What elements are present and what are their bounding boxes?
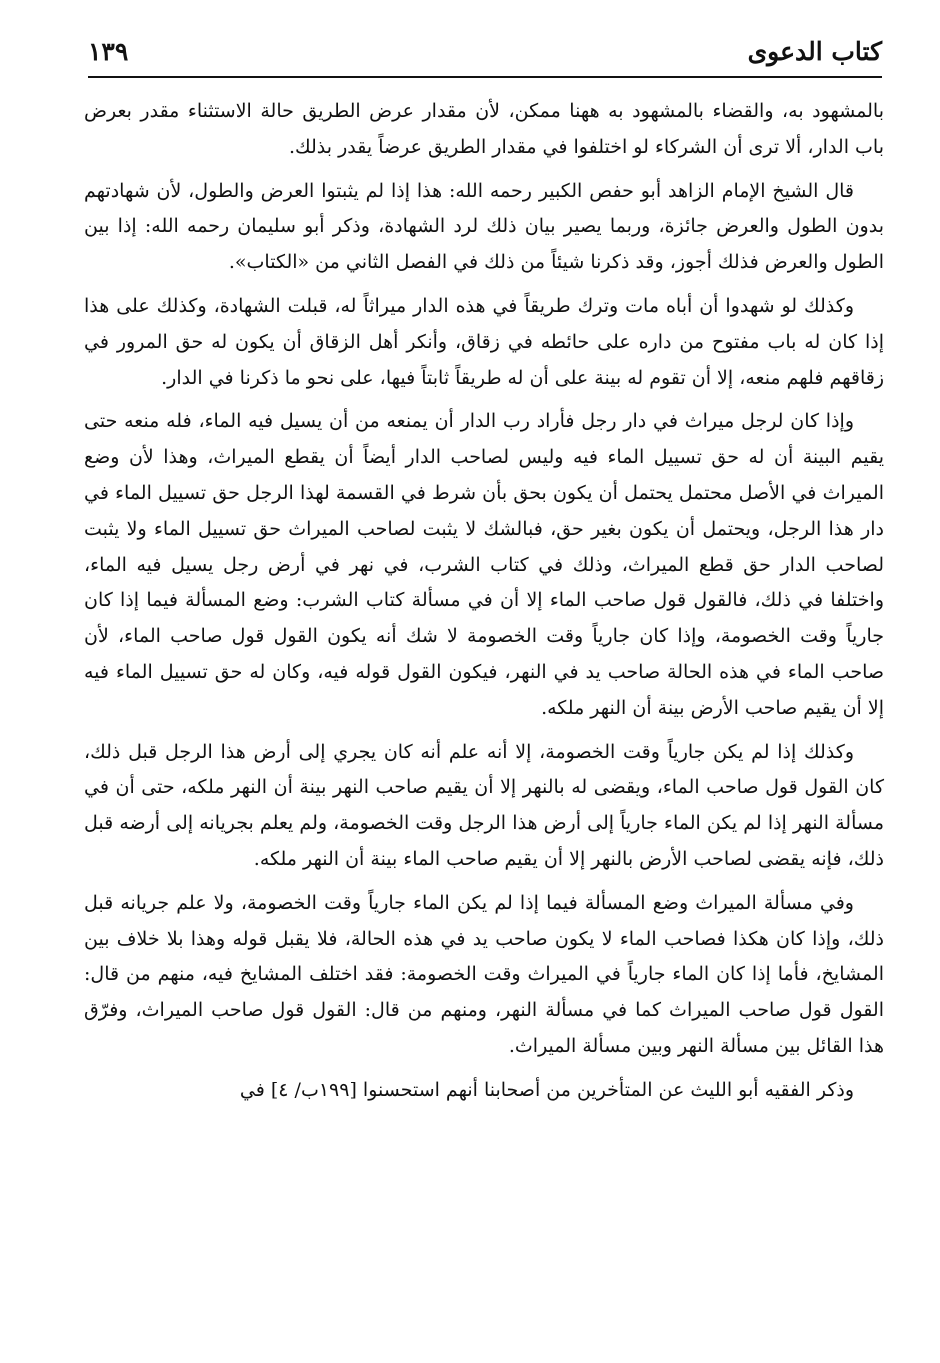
body-text (84, 94, 884, 1117)
paragraph: قال الشيخ الإمام الزاهد أبو حفص الكبير رحمه الله: هذا إذا لم يثبتوا العرض والطول، لأن شهادتهم بدون الطول والعرض جائزة، وربما يصير بيان ذلك لرد الشهادة، وذكر أبو سليمان رحمه الله: إذا بين الطول والعرض فذلك أجوز، وقد ذكرنا شيئاً من ذلك في الفصل الثاني من «الكتاب». (84, 179, 884, 274)
paragraph: وفي مسألة الميراث وضع المسألة فيما إذا لم يكن الماء جارياً وقت الخصومة، ولا علم جريانه قبل ذلك، وإذا كان هكذا فصاحب الماء لا يكون صاحب يد في هذه الحالة، فلا يقبل قوله وهذا بلا خلاف بين المشايخ، فأما إذا كان الماء جارياً في الميراث وقت الخصومة: فقد اختلف المشايخ فيه، منهم من قال: القول قول صاحب الميراث كما في مسألة النهر، ومنهم من قال: القول قول صاحب الميراث، وفرّق هذا القائل بين مسألة النهر وبين مسألة الميراث. (84, 891, 884, 1057)
paragraph: وكذلك إذا لم يكن جارياً وقت الخصومة، إلا أنه علم أنه كان يجري إلى أرض هذا الرجل قبل ذلك، كان القول قول صاحب الماء، ويقضى له بالنهر إلا أن يقيم صاحب النهر بينة أن النهر ملكه، حتى أن في مسألة النهر إذا لم يكن الماء جارياً إلى أرض هذا الرجل وقت الخصومة، ولم يعلم بجريانه إلى أرضه قبل ذلك، فإنه يقضى لصاحب الأرض بالنهر إلا أن يقيم صاحب الماء بينة أن النهر ملكه. (84, 740, 884, 870)
page-number: ١٣٩ (88, 37, 129, 66)
header-divider (88, 76, 882, 78)
paragraph: وذكر الفقيه أبو الليث عن المتأخرين من أصحابنا أنهم استحسنوا [١٩٩ب/ ٤] في (239, 1078, 854, 1101)
paragraph: وكذلك لو شهدوا أن أباه مات وترك طريقاً في هذه الدار ميراثاً له، قبلت الشهادة، وكذلك على هذا إذا كان له باب مفتوح من داره على حائطه في زقاق، وأنكر أهل الزقاق أن يكون له حق المرور في زقاقهم فلهم منعه، إلا أن تقوم له بينة على أن له طريقاً ثابتاً فيها، على نحو ما ذكرنا في الدار. (84, 294, 884, 389)
running-title: كتاب الدعوى (747, 37, 882, 66)
paragraph: وإذا كان لرجل ميراث في دار رجل فأراد رب الدار أن يمنعه من أن يسيل فيه الماء، فله منعه حتى يقيم البينة أن له حق تسييل الماء فيه وليس لصاحب الدار أيضاً أن يقطع الميراث، وهذا لأن وضع الميراث في الأصل محتمل يحتمل أن يكون بحق بأن شرط في القسمة لهذا الرجل حق تسييل الماء في دار هذا الرجل، ويحتمل أن يكون بغير حق، فبالشك لا يثبت لصاحب الميراث حق تسييل الماء ولا يثبت لصاحب الدار حق قطع الميراث، وذلك في كتاب الشرب، في نهر في أرض رجل يسيل فيه الماء، واختلفا في ذلك، فالقول قول صاحب الماء إلا أن في مسألة كتاب الشرب: وضع المسألة فيما إذا كان جارياً وقت الخصومة، وإذا كان جارياً وقت الخصومة لا شك أنه يكون القول قول صاحب الماء، لأن صاحب الماء في هذه الحالة صاحب يد في النهر، فيكون القول قوله فيه، وكان له حق تسييل الماء فيه إلا أن يقيم صاحب الأرض بينة أن النهر ملكه. (84, 410, 884, 719)
paragraph: بالمشهود به، والقضاء بالمشهود به ههنا ممكن، لأن مقدار عرض الطريق حالة الاستثناء مقدر بعرض باب الدار، ألا ترى أن الشركاء لو اختلفوا في مقدار الطريق عرضاً يقدر بذلك. (84, 100, 884, 158)
page-header (88, 30, 882, 74)
